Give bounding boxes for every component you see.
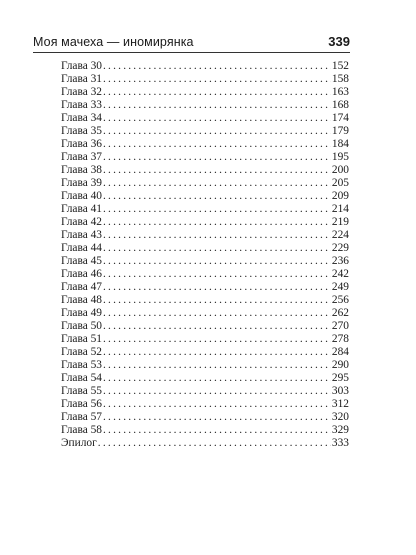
toc-entry [61,359,349,372]
toc-leader-dots [103,411,331,424]
toc-entry [61,138,349,151]
toc-leader-dots [103,398,331,411]
toc-entry-page: 290 [331,359,349,371]
toc-entry [61,125,349,138]
toc-leader-dots [103,86,331,99]
header-rule [33,52,350,53]
toc-entry-page: 214 [331,203,349,215]
toc-entry-label: Глава 50 [61,320,102,332]
toc-leader-dots [103,320,331,333]
toc-leader-dots [103,73,331,86]
toc-entry-page: 205 [331,177,349,189]
toc-entry-page: 312 [331,398,349,410]
toc-leader-dots [103,281,331,294]
toc-entry-page: 224 [331,229,349,241]
toc-entry-page: 303 [331,385,349,397]
toc-entry-label: Глава 43 [61,229,102,241]
toc-entry [61,177,349,190]
toc-entry-page: 158 [331,73,349,85]
toc-leader-dots [103,190,331,203]
toc-entry-label: Глава 47 [61,281,102,293]
toc-entry-label: Эпилог [61,437,97,449]
toc-leader-dots [103,112,331,125]
toc-entry-label: Глава 32 [61,86,102,98]
toc-entry [61,73,349,86]
toc-entry [61,99,349,112]
toc-entry [61,333,349,346]
toc-entry-label: Глава 39 [61,177,102,189]
toc-leader-dots [103,60,331,73]
toc-entry-label: Глава 57 [61,411,102,423]
toc-entry-label: Глава 54 [61,372,102,384]
toc-entry-page: 179 [331,125,349,137]
toc-leader-dots [103,424,331,437]
toc-entry-page: 256 [331,294,349,306]
toc-leader-dots [103,333,331,346]
toc-entry-page: 174 [331,112,349,124]
toc-entry [61,112,349,125]
toc-entry-label: Глава 40 [61,190,102,202]
toc-entry [61,307,349,320]
toc-entry [61,411,349,424]
toc-entry-page: 278 [331,333,349,345]
toc-leader-dots [103,307,331,320]
toc-entry-label: Глава 35 [61,125,102,137]
toc-entry-label: Глава 56 [61,398,102,410]
toc-entry-label: Глава 51 [61,333,102,345]
toc-entry [61,229,349,242]
toc-entry-label: Глава 31 [61,73,102,85]
toc-entry-page: 242 [331,268,349,280]
toc-entry-page: 152 [331,60,349,72]
page-number: 339 [328,34,350,49]
toc-leader-dots [103,372,331,385]
toc-leader-dots [103,294,331,307]
toc-entry-label: Глава 36 [61,138,102,150]
toc-entry-label: Глава 58 [61,424,102,436]
toc-entry-page: 200 [331,164,349,176]
toc-leader-dots [103,138,331,151]
toc-entry [61,151,349,164]
toc-entry-page: 295 [331,372,349,384]
toc-entry [61,372,349,385]
toc-entry-page: 195 [331,151,349,163]
toc-entry-page: 184 [331,138,349,150]
toc-entry-label: Глава 52 [61,346,102,358]
toc-entry [61,268,349,281]
toc-entry-label: Глава 38 [61,164,102,176]
toc-leader-dots [103,268,331,281]
toc-entry-page: 284 [331,346,349,358]
toc-entry-page: 270 [331,320,349,332]
toc-leader-dots [98,437,331,450]
toc-entry-label: Глава 30 [61,60,102,72]
toc-entry [61,346,349,359]
toc-leader-dots [103,203,331,216]
toc-entry [61,86,349,99]
toc-entry-page: 163 [331,86,349,98]
toc-entry-page: 329 [331,424,349,436]
table-of-contents [61,60,349,450]
toc-entry-label: Глава 41 [61,203,102,215]
toc-entry [61,164,349,177]
toc-entry-label: Глава 34 [61,112,102,124]
toc-leader-dots [103,229,331,242]
toc-entry-label: Глава 45 [61,255,102,267]
toc-entry [61,281,349,294]
toc-entry-page: 209 [331,190,349,202]
toc-entry [61,60,349,73]
toc-entry [61,398,349,411]
toc-leader-dots [103,346,331,359]
toc-leader-dots [103,359,331,372]
toc-entry [61,216,349,229]
toc-entry-page: 262 [331,307,349,319]
toc-entry [61,437,349,450]
toc-leader-dots [103,242,331,255]
toc-entry-label: Глава 49 [61,307,102,319]
toc-entry-page: 320 [331,411,349,423]
toc-leader-dots [103,125,331,138]
toc-entry-label: Глава 42 [61,216,102,228]
toc-leader-dots [103,151,331,164]
toc-entry [61,203,349,216]
toc-leader-dots [103,216,331,229]
toc-entry [61,424,349,437]
toc-entry-page: 333 [331,437,349,449]
toc-leader-dots [103,255,331,268]
toc-entry [61,242,349,255]
toc-entry-label: Глава 53 [61,359,102,371]
toc-entry-page: 229 [331,242,349,254]
toc-entry-label: Глава 37 [61,151,102,163]
running-title: Моя мачеха — иномирянка [33,35,194,49]
toc-entry [61,255,349,268]
running-header [33,31,350,49]
toc-leader-dots [103,99,331,112]
toc-leader-dots [103,385,331,398]
toc-entry-label: Глава 55 [61,385,102,397]
toc-entry-label: Глава 44 [61,242,102,254]
toc-leader-dots [103,177,331,190]
toc-entry [61,320,349,333]
toc-entry-label: Глава 33 [61,99,102,111]
toc-entry-page: 249 [331,281,349,293]
toc-entry [61,385,349,398]
toc-entry-label: Глава 48 [61,294,102,306]
toc-entry-page: 168 [331,99,349,111]
toc-entry [61,190,349,203]
toc-entry-page: 219 [331,216,349,228]
toc-entry-label: Глава 46 [61,268,102,280]
toc-leader-dots [103,164,331,177]
toc-entry [61,294,349,307]
toc-entry-page: 236 [331,255,349,267]
